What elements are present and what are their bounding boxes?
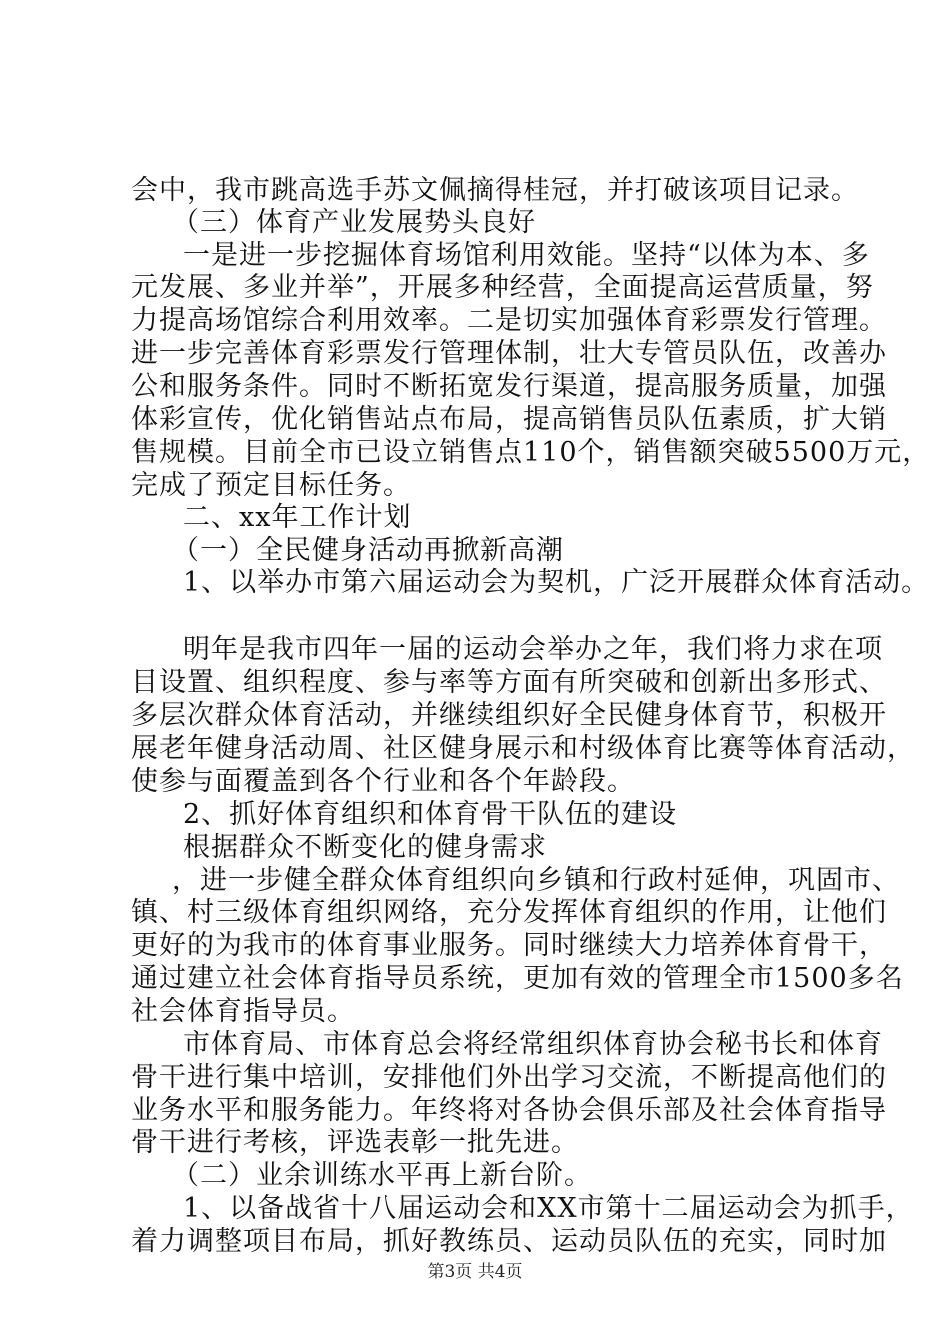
text-line: 市体育局、市体育总会将经常组织体育协会秘书长和体育	[183, 1029, 883, 1060]
text-line: 多层次群众体育活动，并继续组织好全民健身体育节，积极开	[131, 700, 887, 731]
section-heading: 1、以举办市第六届运动会为契机，广泛开展群众体育活动。	[183, 567, 930, 598]
text-line: 一是进一步挖掘体育场馆利用效能。坚持“以体为本、多	[183, 240, 870, 271]
text-line: 使参与面覆盖到各个行业和各个年龄段。	[131, 766, 635, 797]
text-line: 更好的为我市的体育事业服务。同时继续大力培养体育骨干，	[131, 930, 887, 961]
text-line: 售规模。目前全市已设立销售点110个，销售额突破5500万元，	[131, 437, 931, 468]
section-heading: 2、抓好体育组织和体育骨干队伍的建设	[183, 799, 678, 830]
text-line: 业务水平和服务能力。年终将对各协会俱乐部及社会体育指导	[131, 1095, 887, 1126]
text-line: ，进一步健全群众体育组织向乡镇和行政村延伸，巩固市、	[172, 865, 900, 896]
text-line: 完成了预定目标任务。	[131, 470, 411, 501]
text-line: 体彩宣传，优化销售站点布局，提高销售员队伍素质，扩大销	[131, 404, 887, 435]
section-heading: （三）体育产业发展势头良好	[172, 207, 536, 238]
section-heading: 二、xx年工作计划	[183, 502, 412, 533]
text-line: 力提高场馆综合利用效率。二是切实加强体育彩票发行管理。	[131, 305, 887, 336]
text-line: 目设置、组织程度、参与率等方面有所突破和创新出多形式、	[131, 667, 887, 698]
text-line: 明年是我市四年一届的运动会举办之年，我们将力求在项	[183, 634, 883, 665]
text-line: 公和服务条件。同时不断拓宽发行渠道，提高服务质量，加强	[131, 371, 887, 402]
section-heading: （一）全民健身活动再掀新高潮	[172, 535, 564, 566]
text-line: 元发展、多业并举”，开展多种经营，全面提高运营质量，努	[131, 272, 874, 303]
section-heading: （二）业余训练水平再上新台阶。	[172, 1160, 592, 1191]
text-line: 会中，我市跳高选手苏文佩摘得桂冠，并打破该项目记录。	[131, 175, 859, 206]
text-line: 社会体育指导员。	[131, 996, 355, 1027]
text-line: 1、以备战省十八届运动会和XX市第十二届运动会为抓手，	[183, 1193, 914, 1224]
text-line: 镇、村三级体育组织网络，充分发挥体育组织的作用，让他们	[131, 897, 887, 928]
text-line: 展老年健身活动周、社区健身展示和村级体育比赛等体育活动，	[131, 733, 915, 764]
text-line: 进一步完善体育彩票发行管理体制，壮大专管员队伍，改善办	[131, 338, 887, 369]
text-line: 通过建立社会体育指导员系统，更加有效的管理全市1500多名	[131, 963, 904, 994]
page-number-footer: 第3页 共4页	[427, 1262, 523, 1282]
text-line: 骨干进行考核，评选表彰一批先进。	[131, 1127, 579, 1158]
text-line: 着力调整项目布局，抓好教练员、运动员队伍的充实，同时加	[131, 1226, 887, 1257]
text-line: 根据群众不断变化的健身需求	[183, 832, 547, 863]
text-line: 骨干进行集中培训，安排他们外出学习交流，不断提高他们的	[131, 1062, 887, 1093]
